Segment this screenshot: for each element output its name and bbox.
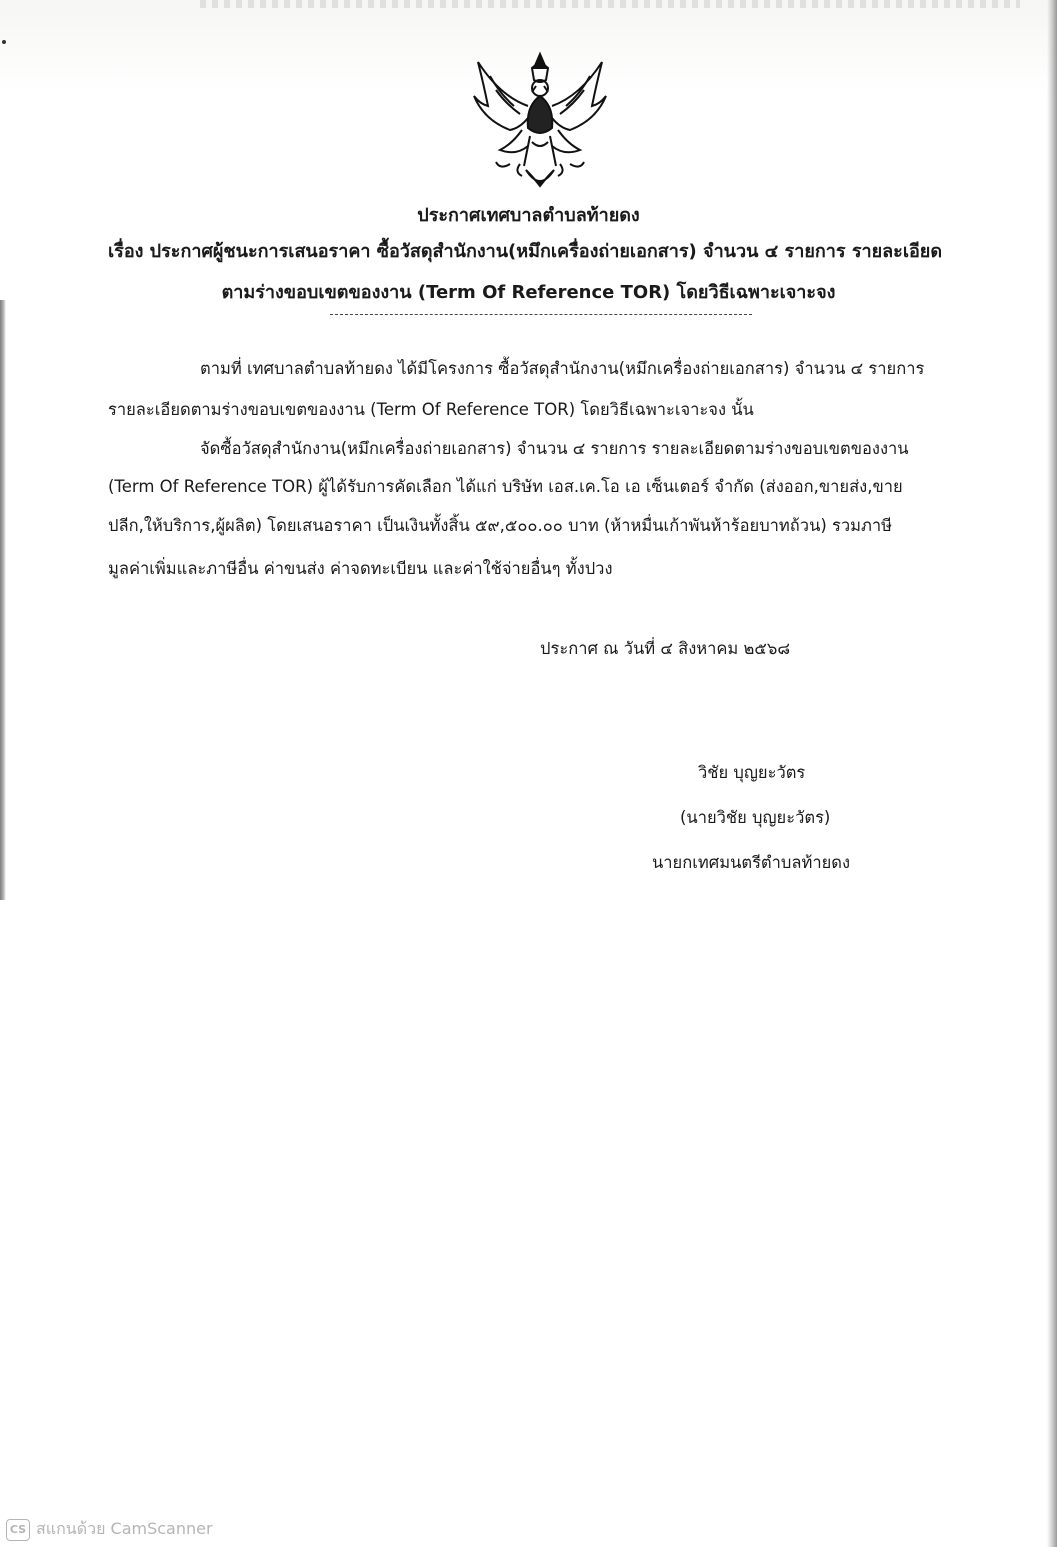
camscanner-text: สแกนด้วย CamScanner xyxy=(36,1519,213,1538)
body-paragraph-2-line-1: จัดซื้อวัสดุสำนักงาน(หมึกเครื่องถ่ายเอกสาร) จำนวน ๔ รายการ รายละเอียดตามร่างขอบเขตของงาน xyxy=(200,439,909,458)
camscanner-watermark xyxy=(6,1517,213,1542)
body-paragraph-1-line-1: ตามที่ เทศบาลตำบลท้ายดง ได้มีโครงการ ซื้อวัสดุสำนักงาน(หมึกเครื่องถ่ายเอกสาร) จำนวน ๔ รายการ xyxy=(200,359,925,378)
scan-right-edge xyxy=(1047,0,1057,1547)
signature: วิชัย บุญยะวัตร xyxy=(698,763,806,782)
header-divider xyxy=(330,314,752,315)
garuda-emblem-icon xyxy=(470,46,610,196)
subject-line-1: เรื่อง ประกาศผู้ชนะการเสนอราคา ซื้อวัสดุสำนักงาน(หมึกเครื่องถ่ายเอกสาร) จำนวน ๔ รายการ รายละเอียด xyxy=(108,241,943,262)
scan-speck xyxy=(2,40,6,44)
agency-title: ประกาศเทศบาลตำบลท้ายดง xyxy=(417,205,640,226)
camscanner-logo-icon: CS xyxy=(6,1519,30,1541)
scan-left-edge xyxy=(0,300,6,900)
body-paragraph-2-line-4: มูลค่าเพิ่มและภาษีอื่น ค่าขนส่ง ค่าจดทะเบียน และค่าใช้จ่ายอื่นๆ ทั้งปวง xyxy=(108,559,613,578)
announcement-date: ประกาศ ณ วันที่ ๔ สิงหาคม ๒๕๖๘ xyxy=(540,639,791,658)
body-paragraph-2-line-2: (Term Of Reference TOR) ผู้ได้รับการคัดเลือก ได้แก่ บริษัท เอส.เค.โอ เอ เซ็นเตอร์ จำกัด (ส่งออก,ขายส่ง,ขาย xyxy=(108,477,903,496)
signer-position: นายกเทศมนตรีตำบลท้ายดง xyxy=(652,853,851,872)
body-paragraph-1-line-2: รายละเอียดตามร่างขอบเขตของงาน (Term Of Reference TOR) โดยวิธีเฉพาะเจาะจง นั้น xyxy=(108,400,754,419)
body-paragraph-2-line-3: ปลีก,ให้บริการ,ผู้ผลิต) โดยเสนอราคา เป็นเงินทั้งสิ้น ๕๙,๕๐๐.๐๐ บาท (ห้าหมื่นเก้าพันห้าร้อยบาทถ้วน) รวมภาษี xyxy=(108,516,893,535)
subject-line-2: ตามร่างขอบเขตของงาน (Term Of Reference TOR) โดยวิธีเฉพาะเจาะจง xyxy=(221,282,836,303)
signer-name: (นายวิชัย บุญยะวัตร) xyxy=(680,808,831,827)
scan-top-bleed xyxy=(200,0,1020,8)
